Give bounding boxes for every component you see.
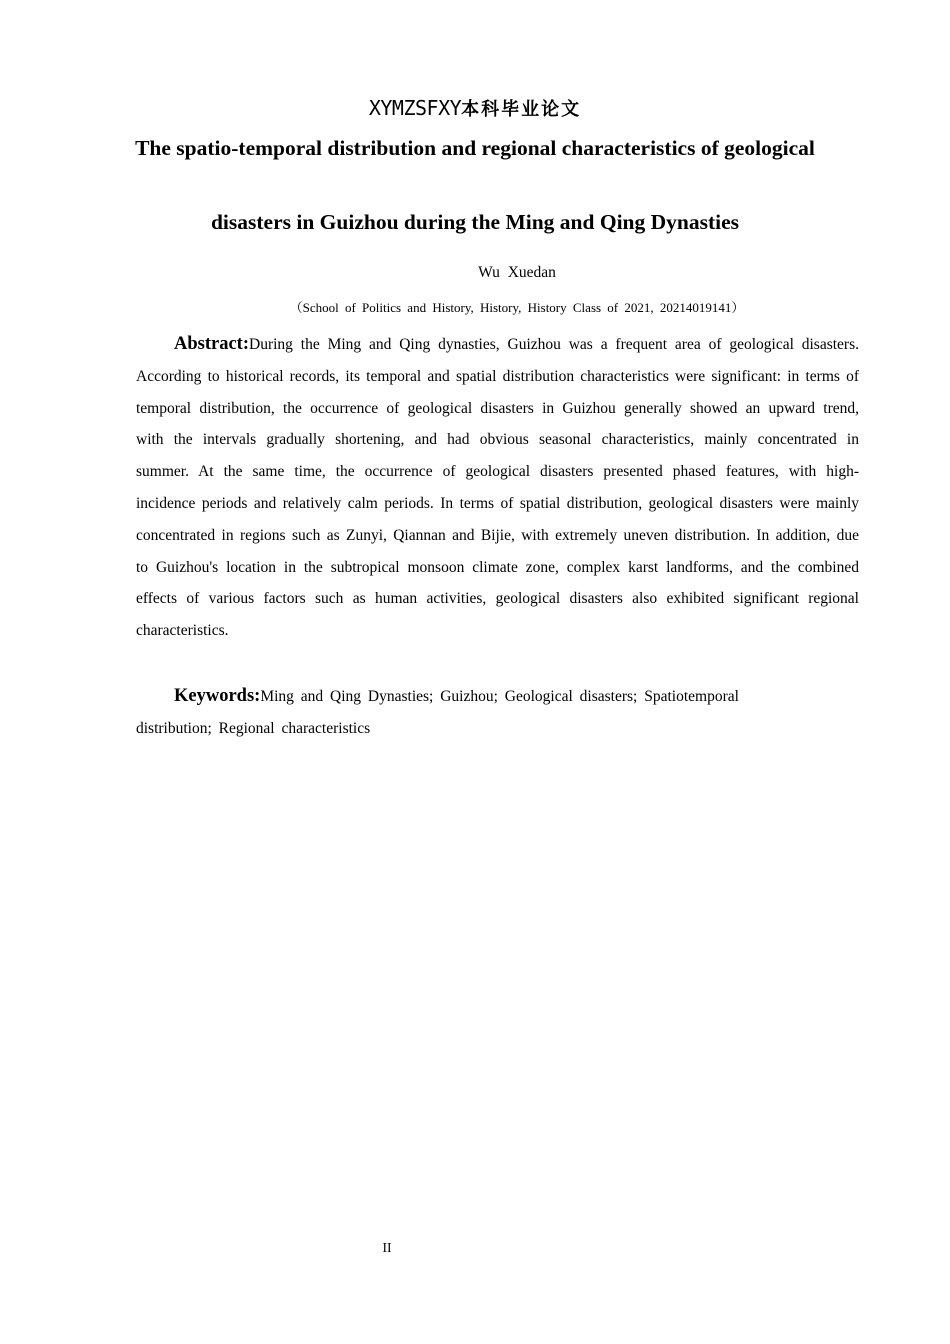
running-header	[0, 94, 950, 124]
author-name: Wu Xuedan	[478, 264, 556, 281]
paper-title-line-2: disasters in Guizhou during the Ming and Qing Dynasties	[210, 210, 740, 234]
abstract-label: Abstract:	[174, 334, 250, 354]
page-number: II	[382, 1240, 392, 1255]
abstract-text: During the Ming and Qing dynasties, Guizhou was a frequent area of geological disasters. According to historical records, its temporal and spatial distribution characteristics were significant: in terms of temporal distribution, the occurrence of geological disasters in Guizhou generally showed an upward trend, with the intervals gradually shortening, and had obvious seasonal characteristics, mainly concentrated in summer. At the same time, the occurrence of geological disasters presented phased features, with high-incidence periods and relatively calm periods. In terms of spatial distribution, geological disasters were mainly concentrated in regions such as Zunyi, Qiannan and Bijie, with extremely uneven distribution. In addition, due to Guizhou's location in the subtropical monsoon climate zone, complex karst landforms, and the combined effects of various factors such as human activities, geological disasters also exhibited significant regional characteristics.	[136, 336, 859, 640]
keywords-label: Keywords:	[174, 686, 261, 706]
keywords-text: Ming and Qing Dynasties; Guizhou; Geological disasters; Spatiotemporal distribution; Regional characteristics	[136, 688, 739, 737]
abstract-paragraph	[136, 329, 859, 647]
paper-title-line-1: The spatio-temporal distribution and regional characteristics of geological	[135, 136, 815, 160]
header-thesis-type: 本科毕业论文	[461, 99, 582, 120]
keywords-paragraph	[136, 681, 796, 745]
author-affiliation: （School of Politics and History, History, History Class of 2021, 20214019141）	[289, 300, 745, 315]
header-institution-code: XYMZSFXY	[368, 96, 462, 120]
